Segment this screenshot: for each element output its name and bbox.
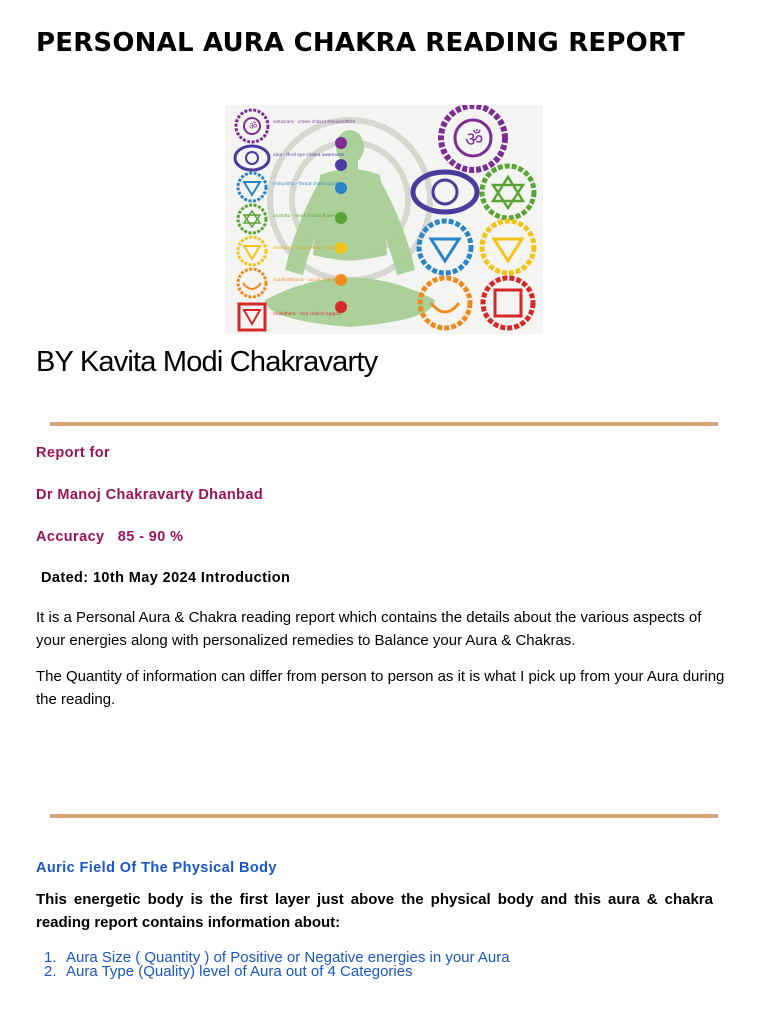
chakra-label: sahasrara - crown chakra thousandfold: [273, 119, 355, 124]
section-heading: Auric Field Of The Physical Body: [36, 860, 277, 876]
svg-text:ॐ: ॐ: [249, 122, 258, 132]
chakra-label: svadhishthana - sacral chakra: [273, 277, 336, 282]
accuracy-line: Accuracy 85 - 90 %: [36, 529, 184, 545]
sacral-dot: [335, 274, 347, 286]
chakra-label: manipura - solar plexus chakra: [273, 245, 338, 250]
list-text: Aura Size ( Quantity ) of Positive or Negative energies in your Aura: [66, 949, 510, 966]
report-for-label: Report for: [36, 445, 111, 461]
recipient-name: Dr Manoj Chakravarty Dhanbad: [36, 487, 264, 503]
intro-paragraph: It is a Personal Aura & Chakra reading report which contains the details about the various aspects of your energies along with personalized remedies to Balance your Aura & Chakras.: [36, 609, 702, 649]
divider: [50, 422, 718, 426]
svg-text:ॐ: ॐ: [465, 127, 484, 151]
list-number: 2.: [44, 963, 57, 980]
dated-line: Dated: 10th May 2024 Introduction: [41, 570, 291, 586]
author-line: BY Kavita Modi Chakravarty: [36, 346, 378, 378]
chakra-label: anahata - heart chakra flawless: [273, 213, 340, 218]
section-body: This energetic body is the first layer just above the physical body and this aura & chakra reading report contains information about:: [36, 891, 713, 931]
chakra-illustration: [225, 105, 543, 334]
list-text: Aura Type (Quality) level of Aura out of 4 Categories: [66, 963, 413, 980]
third-eye-dot: [335, 159, 347, 171]
document-title: PERSONAL AURA CHAKRA READING REPORT: [36, 28, 685, 58]
divider: [50, 814, 718, 818]
chakra-label: vishuddha - throat chakra purity: [273, 181, 341, 186]
crown-dot: [335, 137, 347, 149]
chakra-label: muladhara - root chakra support: [273, 311, 342, 316]
intro-paragraph: The Quantity of information can differ from person to person as it is what I pick up from your Aura during the reading.: [36, 668, 725, 708]
list-item: [44, 964, 413, 979]
chakra-label: ajna - third eye chakra awareness: [273, 152, 345, 157]
list-number: 1.: [44, 949, 57, 966]
